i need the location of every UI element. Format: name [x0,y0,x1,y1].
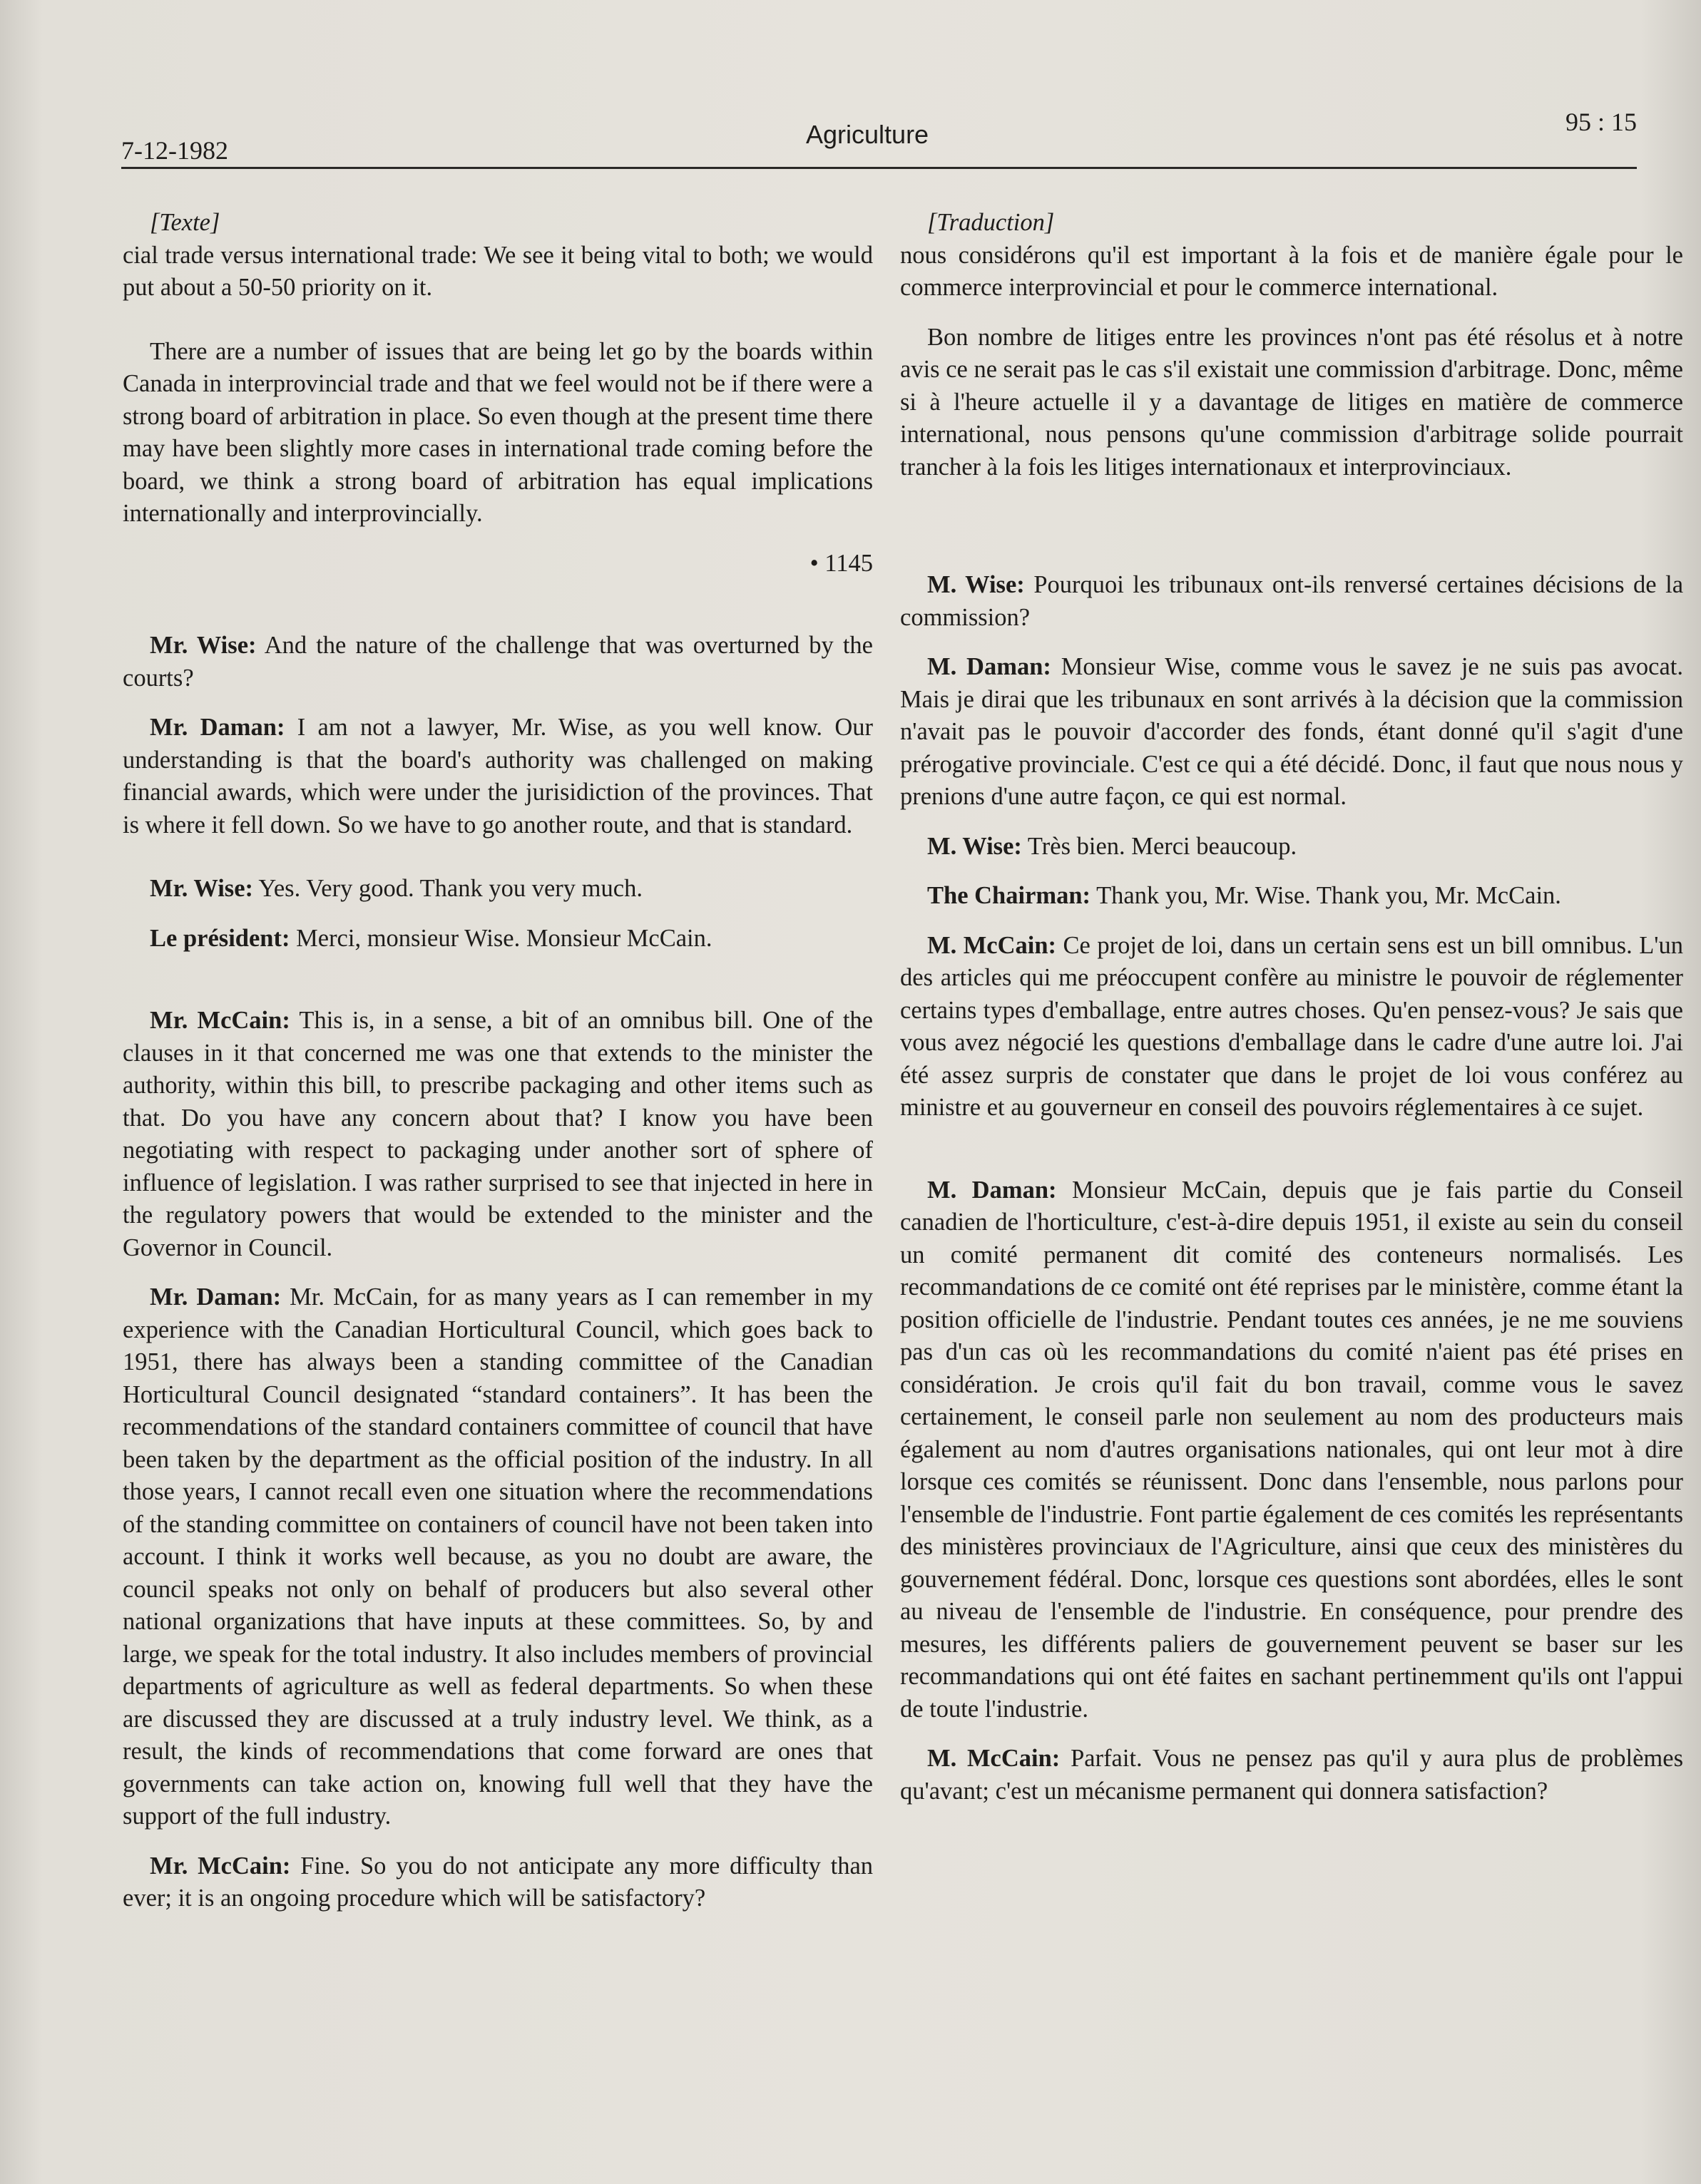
speaker-name: M. Daman: [927,1176,1057,1204]
speaker-name: M. Daman: [927,653,1051,680]
english-column [123,207,873,1915]
paragraph: nous considérons qu'il est important à la fois et de manière égale pour le commerce interprovincial et pour le commerce international. [900,241,1683,301]
speech [900,569,1683,634]
speech [900,880,1683,913]
speaker-name: Mr. Daman: [150,1283,282,1311]
speaker-name: Mr. McCain: [150,1007,290,1034]
speech-text: Très bien. Merci beaucoup. [1027,832,1297,860]
speech-text: And the nature of the challenge that was overturned by the courts? [123,632,873,692]
speech [123,630,873,694]
header-date: 7-12-1982 [121,136,228,165]
speaker-name: M. Wise: [927,832,1022,860]
paragraph: Bon nombre de litiges entre les provinces n'ont pas été résolus et à notre avis ce ne serait pas le cas s'il existait une commission d'arbitrage. Donc, même si à l'heure actuelle il y a davantage de litiges en matière de commerce international, nous pensons qu'une commission d'arbitrage solide pourrait trancher à la fois les litiges internationaux et interprovinciaux. [900,323,1683,481]
speech-text: This is, in a sense, a bit of an omnibus bill. One of the clauses in it that concerned me was one that extends to the minister the authority, within this bill, to prescribe packaging and other items such as that. Do you have any concern about that? I know you have been negotiating with respect to packaging under another sort of sphere of influence of legislation. I was rather surprised to see that injected in here in the regulatory powers that would be extended to the minister and the Governor in Council. [123,1007,873,1261]
speech [900,831,1683,863]
page-header [121,107,1637,171]
header-title: Agriculture [806,120,929,149]
header-page-number: 95 : 15 [1565,108,1637,136]
speech-text: I am not a lawyer, Mr. Wise, as you well know. Our understanding is that the board's authority was challenged on making financial awards, which were under the jurisidiction of the provinces. That is where it fell down. So we have to go another route, and that is standard. [123,714,873,839]
speaker-name: Le président: [150,924,290,952]
speaker-name: M. McCain: [927,931,1056,959]
speech-text: Mr. McCain, for as many years as I can remember in my experience with the Canadian Horticultural Council, which goes back to 1951, there has always been a standing committee of the Canadian Horticultural Council designated “standard containers”. It has been the recommendations of the standard containers committee of council that have been taken by the department as the official position of the industry. In all those years, I cannot recall even one situation where the recommendations of the standing committee on containers of council have not been taken into account. I think it works well because, as you no doubt are aware, the council speaks not only on behalf of producers but also several other national organizations that have inputs at these committees. So, by and large, we speak for the total industry. It also includes members of provincial departments of agriculture as well as federal departments. So when these are discussed they are discussed at a truly industry level. We think, as a result, the kinds of recommendations that come forward are ones that governments can take action on, knowing full well that they have the support of the full industry. [123,1283,873,1830]
speech [900,930,1683,1124]
speech-text: Merci, monsieur Wise. Monsieur McCain. [296,924,712,952]
speech [900,1743,1683,1808]
speech [123,923,873,955]
speech-text: Parfait. Vous ne pensez pas qu'il y aura plus de problèmes qu'avant; c'est un mécanisme permanent qui donnera satisfaction? [900,1745,1683,1805]
speech [123,1850,873,1915]
speech-text: Monsieur McCain, depuis que je fais partie du Conseil canadien de l'horticulture, c'est-à-dire depuis 1951, il existe au sein du conseil un comité permanent dit comité des conteneurs normalisés. Les recommandations de ce comité ont été reprises par le ministère, comme étant la position officielle de l'industrie. Pendant toutes ces années, je ne me souviens pas d'un cas où les recommandations du comité n'aient pas été prises en considération. Je crois qu'il fait du bon travail, comme vous le savez certainement, le conseil parle non seulement au nom des producteurs mais également au nom d'autres organisations nationales, qui ont leur mot à dire lorsque ces comités se réunissent. Donc dans l'ensemble, nous parlons pour l'ensemble de l'industrie. Font partie également de ces comités les représentants des ministères provinciaux de l'Agriculture, ainsi que ceux des ministères du gouvernement fédéral. Donc, lorsque ces questions sont abordées, elles le sont au niveau de l'ensemble de l'industrie. En conséquence, pour prendre des mesures, les différents paliers de gouvernement peuvent se baser sur les recommandations qui ont été faites en sachant pertinemment qu'ils ont l'appui de toute l'industrie. [900,1176,1683,1723]
language-tag: [Traduction] [927,209,1055,236]
speech-text: Ce projet de loi, dans un certain sens est un bill omnibus. L'un des articles qui me préoccupent confère au ministre le pouvoir de réglementer certains types d'emballage, entre autres choses. Qu'en pensez-vous? Je sais que vous avez négocié les questions d'emballage dans le cadre d'une autre loi. J'ai été assez surpris de constater que dans le projet de loi vous conférez au ministre et au gouverneur en conseil des pouvoirs réglementaires à ce sujet. [900,931,1683,1121]
header-rule [121,167,1637,169]
speech [123,873,873,906]
speaker-name: Mr. McCain: [150,1852,291,1880]
speech [123,712,873,841]
speaker-name: The Chairman: [927,882,1091,909]
speech-text: Pourquoi les tribunaux ont-ils renversé certaines décisions de la commission? [900,571,1684,631]
speaker-name: M. Wise: [927,571,1025,598]
speech-text: Monsieur Wise, comme vous le savez je ne suis pas avocat. Mais je dirai que les tribunaux en sont arrivés à la décision que la commission n'avait pas le pouvoir d'accorder des fonds, étant donné qu'il s'agit d'une prérogative provinciale. C'est ce qui a été décidé. Donc, il faut que nous nous y prenions d'une autre façon, ce qui est normal. [900,653,1684,810]
speech [900,1174,1683,1726]
language-tag: [Texte] [150,209,220,236]
speech [900,651,1683,814]
paragraph: cial trade versus international trade: We see it being vital to both; we would put about a 50-50 priority on it. [123,241,873,301]
time-marker: • 1145 [809,549,873,577]
speech [123,1005,873,1264]
paragraph: There are a number of issues that are being let go by the boards within Canada in interprovincial trade and that we feel would not be if there were a strong board of arbitration in place. So even though at the present time there may have been slightly more cases in international trade coming before the board, we think a strong board of arbitration has equal implications internationally and interprovincially. [123,337,873,527]
speaker-name: Mr. Daman: [150,714,285,741]
speech-text: Fine. So you do not anticipate any more difficulty than ever; it is an ongoing procedure which will be satisfactory? [123,1852,874,1912]
speaker-name: M. McCain: [927,1745,1061,1772]
speaker-name: Mr. Wise: [150,875,254,902]
speech-text: Thank you, Mr. Wise. Thank you, Mr. McCain. [1096,882,1561,909]
french-column [900,207,1683,1808]
speech [123,1281,873,1833]
speech-text: Yes. Very good. Thank you very much. [258,875,643,902]
speaker-name: Mr. Wise: [150,632,257,659]
